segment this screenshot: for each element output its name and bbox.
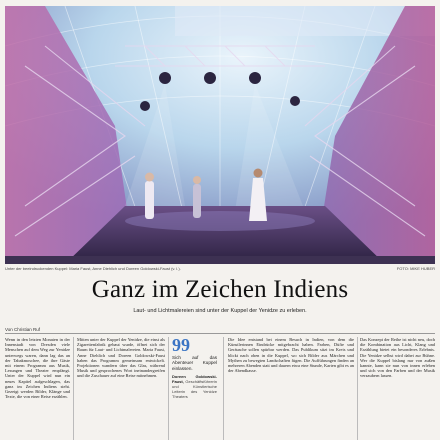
- article-column-2: Mitten unter der Kuppel der Yenidze, die einst als Zigarettenfabrik gebaut wurde, öffnet sich der Raum für Laut- und Lichtmalereien. Maria Faust, Anne Diehlich und Doreen Goldowski-Faust haben das Programm gemeinsam entwickelt. Projektionen wandern über das Glas, während Musik und gesprochenes Wort ineinandergreifen und die Zuschauer auf eine Reise mitnehmen.: [77, 337, 165, 379]
- column-divider: [223, 337, 224, 440]
- photo-caption: Unter der beeindruckenden Kuppel: Maria Faust, Anne Diehlich und Doreen Goldowski-Faust (v. l.).: [5, 266, 181, 271]
- article-byline: Von Christian Ruf: [5, 327, 41, 332]
- pullquote-author: [172, 374, 217, 399]
- article-column-1: Wenn in den letzten Monaten in der Innenstadt von Dresden viele Menschen auf dem Weg zur Yenidze unterwegs waren, dann lag das an der Tabakmoschee, die ihre Gäste mit einem Programm aus Musik, Lesungen und Theater empfängt. Unter der Kuppel wird nun ein neues Kapitel aufgeschlagen, das ganz im Zeichen Indiens steht. Gezeigt werden Bilder, Klänge und Texte, die von einer Reise erzählen.: [5, 337, 70, 440]
- quote-mark-icon: 99: [172, 337, 190, 355]
- article-column-4: Die Idee entstand bei einem Besuch in Indien, von dem die Künstlerinnen Eindrücke mitgebracht haben. Farben, Düfte und Geräusche sollen spürbar werden. Das Publikum sitzt im Kreis und blickt nach oben in die Kuppel, wo sich Bilder aus Märchen und Mythen zu bewegten Landschaften fügen. Die Aufführungen finden an mehreren Abenden statt und dauern etwa eine Stunde, Karten gibt es an der Abendkasse.: [228, 337, 354, 374]
- article-subhead: Laut- und Lichtmalereien sind unter der Kuppel der Yenidze zu erleben.: [133, 308, 307, 314]
- photo-credit: FOTO: MIKE HUBER: [396, 266, 435, 271]
- pullquote-text: Sich auf das Abenteuer Kuppel einlassen.: [172, 355, 217, 371]
- column-divider: [73, 337, 74, 440]
- divider: [5, 333, 435, 334]
- column-divider: [168, 337, 169, 440]
- article-column-5: Das Konzept der Reihe ist nicht neu, doch die Kombination aus Licht, Klang und Erzählung bietet ein besonderes Erlebnis. Die Yenidze selbst wird dabei zur Bühne. Wer die Kuppel bislang nur von außen kannte, kann sie nun von innen erleben und sich von den Farben und der Musik verzaubern lassen.: [360, 337, 435, 379]
- pullquote-author-role: Geschäftsführerin und Künstlerische Leiterin des Yenidze Theaters: [172, 379, 217, 400]
- column-divider: [357, 337, 358, 440]
- pullquote: [172, 337, 217, 440]
- photo-caption-row: [5, 265, 435, 272]
- pullquote-author-name: Doreen Goldowski-Faust,: [172, 374, 217, 385]
- article-headline: Ganz im Zeichen Indiens: [91, 276, 349, 303]
- article-photo: [5, 6, 435, 264]
- stage-photo-illustration: [5, 6, 435, 264]
